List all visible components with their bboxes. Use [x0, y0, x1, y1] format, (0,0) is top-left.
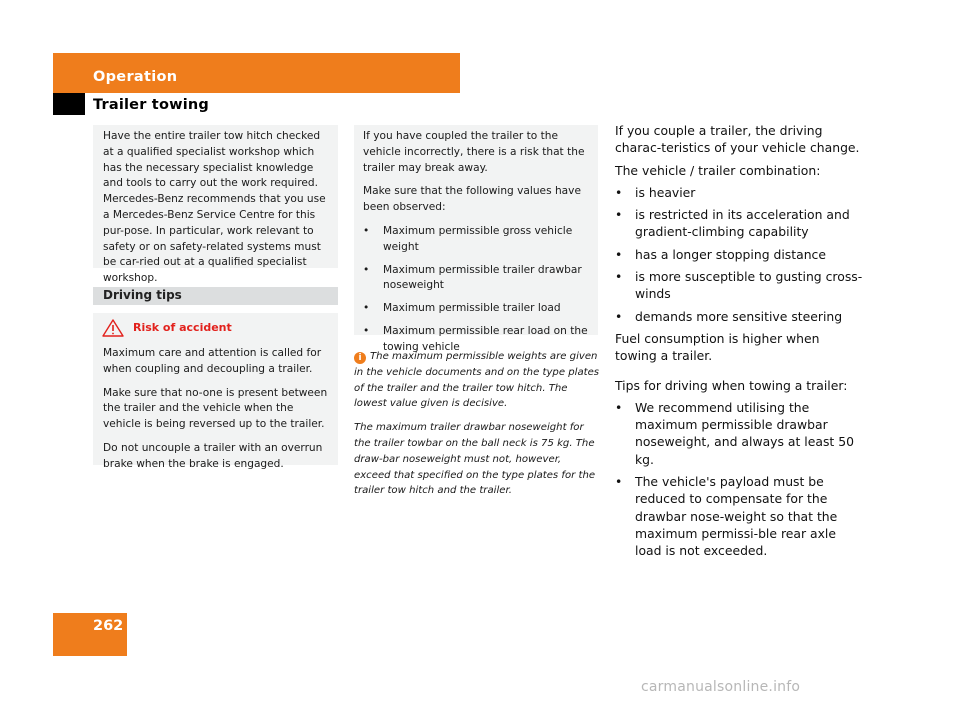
list-item-text: demands more sensitive steering: [635, 308, 843, 324]
workshop-note-box: [93, 125, 338, 285]
bullet-icon: •: [363, 302, 370, 315]
list-item-text: is more susceptible to gusting cross-winds: [635, 269, 863, 302]
list-item-text: The vehicle's payload must be reduced to compensate for the drawbar nose-weight so that the maximum permissi-ble rear axle load is not exceeded.: [635, 474, 838, 559]
list-item-text: Maximum permissible rear load on the towing vehicle: [383, 324, 588, 353]
coupling-paragraph: If you have coupled the trailer to the vehicle incorrectly, there is a risk that the trailer may break away.: [363, 130, 585, 174]
list-item: [615, 246, 865, 263]
bullet-icon: •: [363, 263, 370, 276]
body-paragraph: If you couple a trailer, the driving charac-teristics of your vehicle change.: [615, 123, 860, 156]
driving-tips-heading-bar: [93, 287, 338, 305]
list-item-text: Maximum permissible trailer load: [383, 302, 561, 315]
workshop-note-text: Have the entire trailer tow hitch checked at a qualified specialist workshop which has the necessary specialist knowledge and tools to carry out the work required. Mercedes-Benz recommends that you use a Mercedes-Benz Service Centre for this pur-pose. In particular, work relevant to safety or on safety-related systems must be car-ried out at a qualified specialist workshop.: [103, 130, 326, 285]
watermark: carmanualsonline.info: [641, 679, 801, 695]
info-note-text: The maximum permissible weights are given in the vehicle documents and on the type plates of the trailer and the trailer tow hitch. The lowest value given is decisive.: [354, 351, 600, 410]
info-note-paragraph: [354, 349, 600, 412]
bullet-icon: •: [615, 207, 623, 223]
body-paragraph: Fuel consumption is higher when towing a trailer.: [615, 330, 820, 364]
warning-label: Risk of accident: [133, 321, 232, 335]
coupling-paragraph: Make sure that the following values have been observed:: [363, 185, 581, 214]
list-item: [615, 184, 865, 201]
info-note-paragraph: The maximum trailer drawbar noseweight for the trailer towbar on the ball neck is 75 kg. The draw-bar noseweight must not, however, exceed that specified on the type plates for the trailer tow hitch and the trailer.: [354, 422, 596, 497]
bullet-icon: •: [615, 474, 623, 490]
list-item: [615, 308, 865, 325]
warning-triangle-icon: [102, 319, 124, 337]
bullet-icon: •: [615, 246, 623, 262]
page-title: Trailer towing: [93, 97, 209, 113]
list-item-text: Maximum permissible gross vehicle weight: [383, 224, 573, 253]
warning-paragraph: Make sure that no-one is present between the trailer and the vehicle when the vehicle is being reversed up to the trailer.: [103, 386, 328, 431]
bullet-icon: •: [363, 324, 370, 337]
body-paragraph: The vehicle / trailer combination:: [615, 162, 821, 178]
info-icon: i: [354, 352, 366, 364]
warning-box: [93, 313, 338, 470]
warning-paragraph: Maximum care and attention is called for when coupling and decoupling a trailer.: [103, 347, 322, 375]
header-marker: [53, 93, 85, 115]
list-item: [615, 206, 865, 241]
list-item-text: is heavier: [635, 184, 696, 200]
info-note: [354, 349, 600, 507]
list-item: [615, 473, 865, 559]
body-paragraph: Tips for driving when towing a trailer:: [615, 377, 848, 393]
warning-header: [103, 319, 330, 337]
list-item: [363, 301, 590, 317]
list-item-text: has a longer stopping distance: [635, 246, 826, 262]
list-item: [363, 224, 590, 256]
list-item: [363, 263, 590, 295]
bullet-icon: •: [615, 399, 623, 415]
section-title: Operation: [93, 69, 178, 85]
page-number: 262: [93, 618, 124, 634]
warning-paragraph: Do not uncouple a trailer with an overrun brake when the brake is engaged.: [103, 441, 323, 470]
driving-tips-heading: Driving tips: [103, 288, 182, 302]
list-item-text: Maximum permissible trailer drawbar noseweight: [383, 263, 582, 292]
bullet-icon: •: [615, 308, 623, 324]
bullet-icon: •: [615, 269, 623, 285]
main-text-column: [615, 122, 865, 565]
list-item-text: We recommend utilising the maximum permissible drawbar noseweight, and always at least 50 kg.: [635, 399, 854, 467]
bullet-icon: •: [363, 224, 370, 237]
coupling-warning-box: [354, 125, 598, 353]
list-item: [615, 399, 865, 468]
list-item-text: is restricted in its acceleration and gradient-climbing capability: [635, 207, 850, 240]
bullet-icon: •: [615, 184, 623, 200]
list-item: [615, 268, 865, 303]
